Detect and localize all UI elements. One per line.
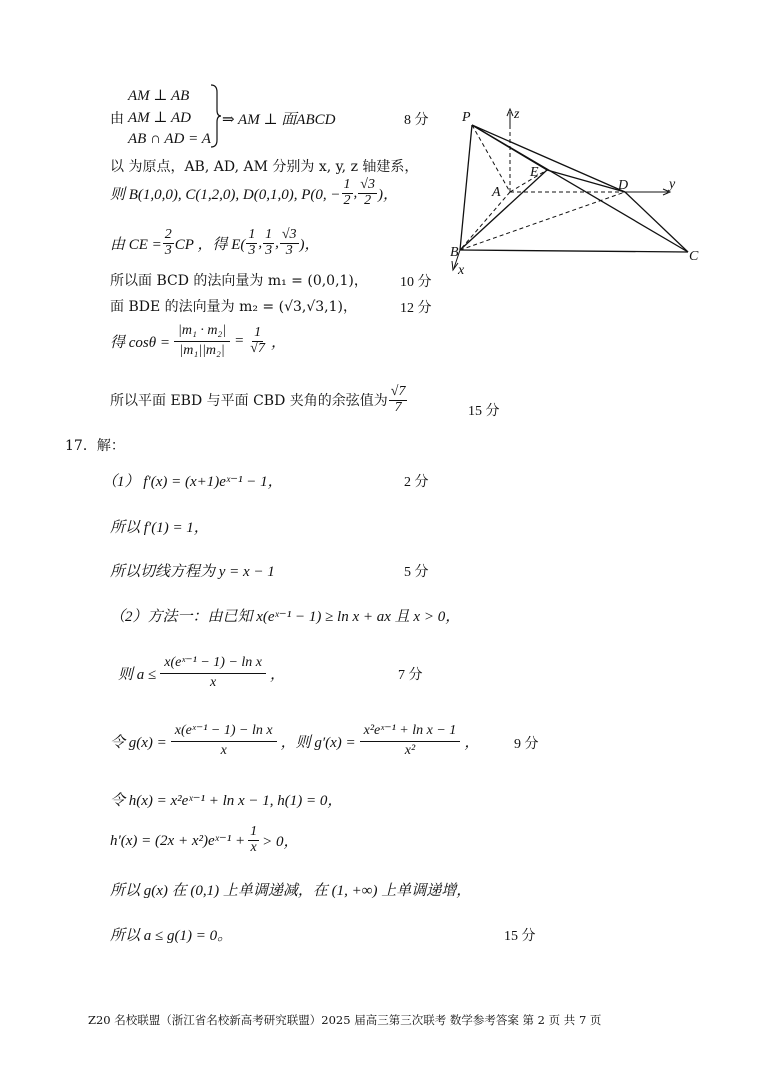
label-B: B [450, 245, 459, 260]
label-C: C [689, 249, 699, 264]
a-inequality: 则 a ≤ $\frac{\text{x(eˣ⁻¹ − 1) − ln x}}{x}$ ， [118, 655, 286, 690]
label-x: x [458, 263, 465, 278]
monotonic-line: 所以 g(x) 在 (0,1) 上单调递减，在 (1, +∞) 上单调递增， [110, 883, 472, 899]
coords-prefix: 则 B(1,0,0), C(1,2,0), D(0,1,0), P(0, − [110, 186, 341, 203]
h-definition: 令 h(x) = x²eˣ⁻¹ + ln x − 1, h(1) = 0， [110, 793, 343, 809]
score-15: 15 分 [468, 404, 500, 419]
score-2: 2 分 [404, 475, 429, 490]
score-15b: 15 分 [504, 929, 536, 944]
q17-header: 17．解： [65, 438, 125, 454]
score-9: 9 分 [514, 737, 539, 752]
score-7: 7 分 [398, 668, 423, 683]
conclusion: ⇒ AM ⊥ 面ABCD [222, 112, 336, 128]
condition-1: AM ⊥ AB [128, 88, 190, 104]
normal-bcd: 所以面 BCD 的法向量为 m₁ = (0,0,1)， [110, 273, 368, 289]
coords-frac1: $\frac{1}{2}$ [343, 177, 351, 208]
right-brace [210, 84, 222, 148]
page-footer: Z20 名校联盟（浙江省名校新高考研究联盟）2025 届高三第三次联考 数学参考答案 第 2 页 共 7 页 [88, 1013, 602, 1027]
q17-fprime1: 所以 f′(1) = 1， [110, 520, 209, 536]
score-8: 8 分 [404, 113, 429, 128]
normal-bde: 面 BDE 的法向量为 m₂ = (√3,√3,1)， [110, 299, 357, 315]
condition-2: AM ⊥ AD [128, 110, 191, 126]
score-10: 10 分 [400, 275, 432, 290]
h-derivative: h′(x) = (2x + x²)eˣ⁻¹ + $\frac{1}{x}$ > 0， [110, 824, 299, 855]
q17-final: 所以 a ≤ g(1) = 0。 [110, 928, 233, 944]
coords-frac2: $\frac{√3}{2}$ [360, 177, 375, 208]
final-16: 所以平面 EBD 与平面 CBD 夹角的余弦值为 $\frac{√7}{7}$ [110, 384, 406, 415]
label-y: y [669, 177, 676, 192]
geometry-figure [440, 100, 710, 280]
condition-3: AB ∩ AD = A [128, 131, 211, 147]
coords-line: 则 B(1,0,0), C(1,2,0), D(0,1,0), P(0, − $\frac{1}{2}$ , $\frac{√3}{2}$ )， [110, 177, 398, 208]
score-12: 12 分 [400, 301, 432, 316]
q17-part1: （1） f′(x) = (x+1)eˣ⁻¹ − 1， [102, 474, 283, 490]
ce-line: 由 CE = $\frac{2}{3}$ CP ，得 E( $\frac{1}{3}$ , $\frac{1}{3}$ , $\frac{√3}{3}$ )， [110, 227, 320, 258]
label-D: D [618, 178, 629, 193]
label-A: A [492, 185, 501, 200]
label-z: z [514, 107, 520, 122]
q17-tangent: 所以切线方程为 y = x − 1 [110, 564, 275, 580]
label-E: E [530, 165, 539, 180]
you-label: 由 [110, 111, 124, 127]
g-definition: 令 g(x) = $\frac{\text{x(eˣ⁻¹ − 1) − ln x}}{x}$ ，则 g′(x) = $\frac{\text{x²eˣ⁻¹ + ln x − 1}}{\text{x²}}$ ， [110, 723, 480, 758]
q17-part2: （2）方法一：由已知 x(eˣ⁻¹ − 1) ≥ ln x + ax 且 x > 0， [110, 609, 461, 625]
origin-line: 以 为原点，AB, AD, AM 分别为 x, y, z 轴建系， [110, 159, 419, 175]
cos-line: 得 cosθ = $\frac{\text{|m₁ · m₂|}}{\text{|m₁||m₂|}}$ = $\frac{1}{√7}$ ， [110, 323, 286, 358]
score-5: 5 分 [404, 565, 429, 580]
label-P: P [462, 110, 471, 125]
